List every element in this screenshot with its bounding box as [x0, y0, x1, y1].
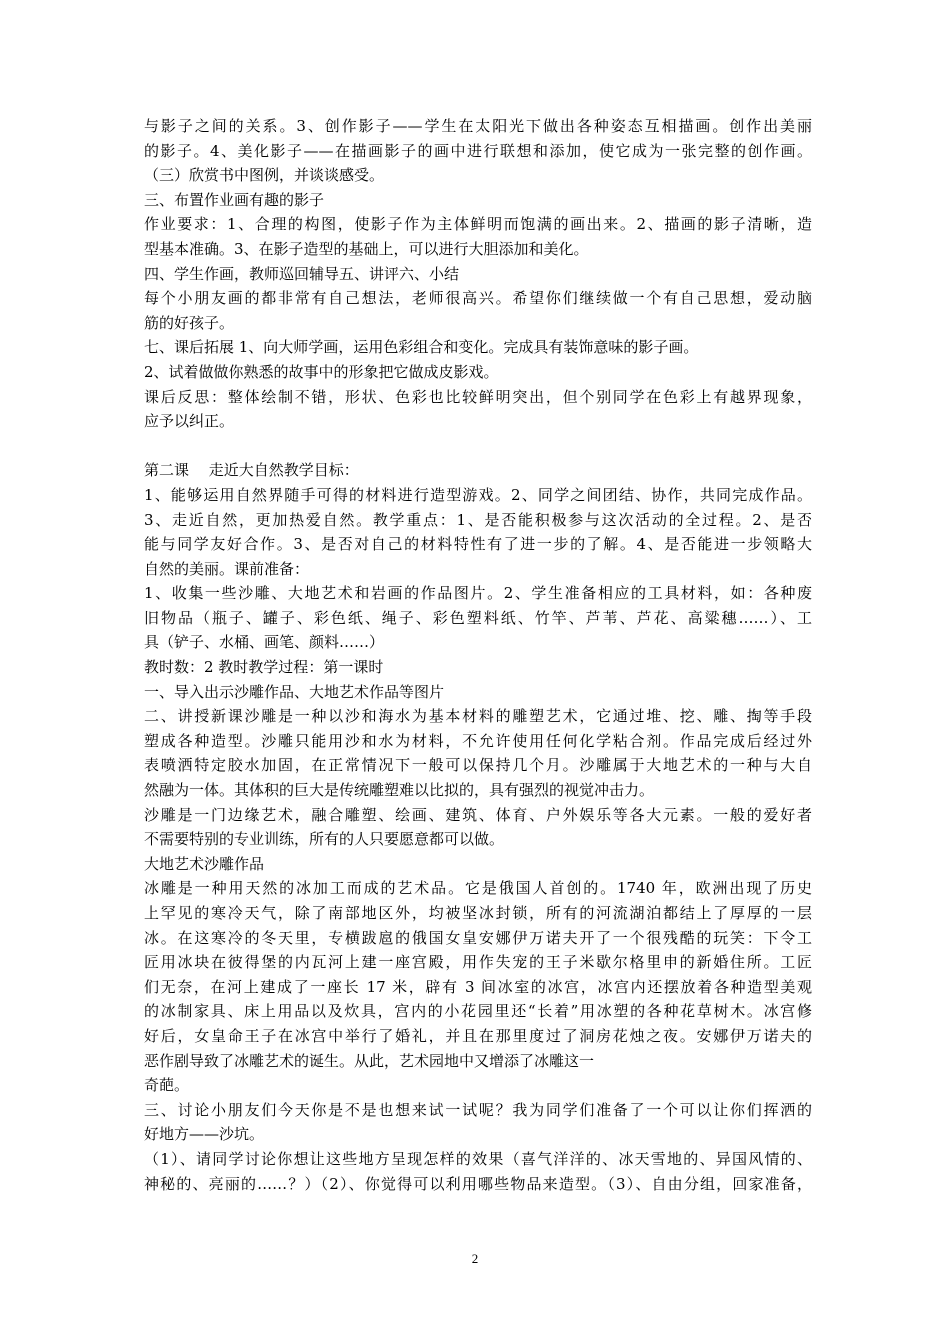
blank-line — [144, 434, 812, 459]
section-heading: 七、课后拓展 1、向大师学画，运用色彩组合和变化。完成具有装饰意味的影子画。 — [144, 338, 699, 357]
text-line: 匠用冰块在彼得堡的内瓦河上建一座宫殿，用作失宠的王子米歇尔格里申的新婚住所。工匠 — [144, 953, 812, 972]
text-line: 表喷洒特定胶水加固，在正常情况下一般可以保持几个月。沙雕属于大地艺术的一种与大自 — [144, 756, 812, 775]
text-line: 1、能够运用自然界随手可得的材料进行造型游戏。2、同学之间团结、协作，共同完成作品。 — [144, 485, 812, 504]
text-line: 与影子之间的关系。3、创作影子——学生在太阳光下做出各种姿态互相描画。创作出美丽 — [144, 117, 812, 135]
section-heading: 三、布置作业画有趣的影子 — [144, 190, 325, 209]
text-line: 神秘的、亮丽的……？）（2）、你觉得可以利用哪些物品来造型。（3）、自由分组，回家准备， — [144, 1174, 812, 1193]
text-line: 2、试着做做你熟悉的故事中的形象把它做成皮影戏。 — [144, 362, 499, 381]
text-line: 恶作剧导致了冰雕艺术的诞生。从此，艺术园地中又增添了冰雕这一 — [144, 1051, 595, 1070]
text-line: 能与同学友好合作。3、是否对自己的材料特性有了进一步的了解。4、是否能进一步领略大 — [144, 535, 812, 554]
text-line: （三）欣赏书中图例，并谈谈感受。 — [144, 166, 385, 185]
text-line: 教时数：2 教时教学过程：第一课时 — [144, 658, 384, 677]
text-line: 然融为一体。其体积的巨大是传统雕塑难以比拟的，具有强烈的视觉冲击力。 — [144, 781, 655, 800]
document-body — [144, 114, 812, 1196]
text-line: 的影子。4、美化影子——在描画影子的画中进行联想和添加，使它成为一张完整的创作画。 — [144, 141, 812, 160]
page-number: 2 — [471, 1251, 479, 1266]
text-line: 上罕见的寒冷天气，除了南部地区外，均被坚冰封锁，所有的河流湖泊都结上了厚厚的一层 — [144, 904, 812, 922]
text-line: 三、讨论小朋友们今天你是不是也想来试一试呢？我为同学们准备了一个可以让你们挥洒的 — [144, 1100, 812, 1119]
text-line: 塑成各种造型。沙雕只能用沙和水为材料，不允许使用任何化学粘合剂。作品完成后经过外 — [144, 731, 812, 750]
lesson-title: 第二课 走近大自然教学目标： — [144, 461, 359, 480]
text-line: 课后反思：整体绘制不错，形状、色彩也比较鲜明突出，但个别同学在色彩上有越界现象， — [144, 387, 812, 406]
text-line: 1、收集一些沙雕、大地艺术和岩画的作品图片。2、学生准备相应的工具材料，如：各种废 — [144, 584, 812, 603]
text-line: 二、讲授新课沙雕是一种以沙和海水为基本材料的雕塑艺术，它通过堆、挖、雕、掏等手段 — [144, 707, 812, 726]
text-line: 大地艺术沙雕作品 — [144, 854, 265, 873]
text-line: 筋的好孩子。 — [144, 313, 235, 332]
text-line: 型基本准确。3、在影子造型的基础上，可以进行大胆添加和美化。 — [144, 239, 589, 258]
text-line: 冰雕是一种用天然的冰加工而成的艺术品。它是俄国人首创的。1740 年，欧洲出现了历史 — [144, 879, 812, 898]
text-line: 3、走近自然，更加热爱自然。教学重点：1、是否能积极参与这次活动的全过程。2、是否 — [144, 510, 812, 529]
text-line: 应予以纠正。 — [144, 412, 235, 431]
text-line: 好地方——沙坑。 — [144, 1125, 265, 1144]
section-heading: 一、导入出示沙雕作品、大地艺术作品等图片 — [144, 682, 445, 701]
text-line: 作业要求：1、合理的构图，使影子作为主体鲜明而饱满的画出来。2、描画的影子清晰，造 — [144, 215, 812, 234]
text-line: 沙雕是一门边缘艺术，融合雕塑、绘画、建筑、体育、户外娱乐等各大元素。一般的爱好者 — [144, 805, 812, 824]
section-heading: 四、学生作画，教师巡回辅导五、讲评六、小结 — [144, 264, 460, 283]
text-line: 奇葩。 — [144, 1076, 190, 1095]
text-line: 不需要特别的专业训练，所有的人只要愿意都可以做。 — [144, 830, 505, 849]
text-line: 具（铲子、水桶、画笔、颜料……） — [144, 633, 385, 652]
text-line: 每个小朋友画的都非常有自己想法，老师很高兴。希望你们继续做一个有自己思想，爱动脑 — [144, 289, 812, 308]
text-line: 自然的美丽。课前准备： — [144, 559, 310, 578]
text-line: 们无奈，在河上建成了一座长 17 米，辟有 3 间冰室的冰宫，冰宫内还摆放着各种造型美观 — [144, 977, 812, 996]
text-line: 冰。在这寒冷的冬天里，专横跋扈的俄国女皇安娜伊万诺夫开了一个很残酷的玩笑：下令工 — [144, 928, 812, 947]
text-line: 的冰制家具、床上用品以及炊具，宫内的小花园里还“长着”用冰塑的各种花草树木。冰宫修 — [144, 1002, 812, 1021]
text-line: 好后，女皇命王子在冰宫中举行了婚礼，并且在那里度过了洞房花烛之夜。安娜伊万诺夫的 — [144, 1026, 812, 1045]
text-line: 旧物品（瓶子、罐子、彩色纸、绳子、彩色塑料纸、竹竿、芦苇、芦花、高粱穗……）、工 — [144, 608, 812, 627]
text-line: （1）、请同学讨论你想让这些地方呈现怎样的效果（喜气洋洋的、冰天雪地的、异国风情的、 — [144, 1149, 812, 1168]
